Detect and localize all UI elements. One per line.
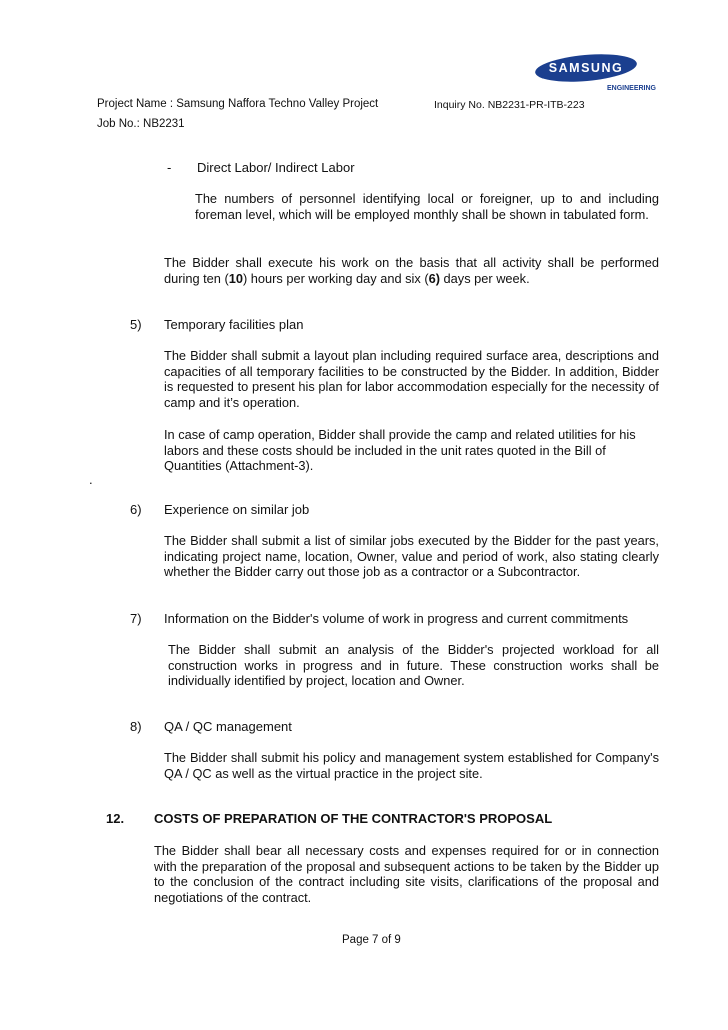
job-no: Job No.: NB2231 bbox=[97, 118, 185, 130]
project-name: Project Name : Samsung Naffora Techno Valley Project bbox=[97, 98, 379, 110]
section-12-number: 12. bbox=[106, 811, 125, 826]
section-12-body: The Bidder shall bear all necessary costs and expenses required for or in connection with the preparation of the proposal and subsequent actions to be taken by the Bidder up to the conclusion of the contract including site visits, clarifications of the proposal and negotiations of the contract. bbox=[154, 843, 659, 905]
item-8-title: QA / QC management bbox=[164, 719, 292, 734]
inquiry-no: Inquiry No. NB2231-PR-ITB-223 bbox=[434, 99, 585, 111]
logo-sub-text: ENGINEERING bbox=[606, 85, 656, 92]
item-5-number: 5) bbox=[130, 317, 142, 332]
item-8-paragraph: The Bidder shall submit his policy and management system established for Company's QA / QC as well as the virtual practice in the project site. bbox=[164, 750, 659, 781]
section-12-title: COSTS OF PREPARATION OF THE CONTRACTOR'S PROPOSAL bbox=[154, 811, 553, 826]
item-7-number: 7) bbox=[130, 611, 142, 626]
item-5-paragraph-2: In case of camp operation, Bidder shall provide the camp and related utilities for his labors and these costs should be included in the unit rates quoted in the Bill of Quantities (Attachment-3). bbox=[164, 427, 636, 474]
working-hours-paragraph: The Bidder shall execute his work on the basis that all activity shall be performed during ten (10) hours per working day and six (6) days per week. bbox=[164, 255, 659, 286]
direct-labor-body: The numbers of personnel identifying local or foreigner, up to and including foreman level, which will be employed monthly shall be shown in tabulated form. bbox=[195, 191, 659, 222]
item-8-number: 8) bbox=[130, 719, 142, 734]
hours-value: 10 bbox=[228, 270, 243, 286]
item-7-title: Information on the Bidder's volume of work in progress and current commitments bbox=[164, 611, 629, 626]
page-number: Page 7 of 9 bbox=[342, 934, 401, 946]
direct-labor-title: Direct Labor/ Indirect Labor bbox=[197, 160, 355, 175]
item-5-title: Temporary facilities plan bbox=[164, 317, 304, 332]
logo-brand-text: SAMSUNG bbox=[548, 61, 624, 75]
item-6-paragraph: The Bidder shall submit a list of similar jobs executed by the Bidder for the past years, indicating project name, location, Owner, value and period of work, also stating clearly whether the Bidder carry out those job as a contractor or a Subcontractor. bbox=[164, 533, 659, 580]
days-value: 6) bbox=[428, 270, 440, 286]
item-5-paragraph-1: The Bidder shall submit a layout plan including required surface area, descriptions and capacities of all temporary facilities to be constructed by the Bidder. In addition, Bidder is requested to present his plan for labor accommodation especially for the necessity of camp and it’s operation. bbox=[164, 348, 659, 410]
item-6-title: Experience on similar job bbox=[164, 502, 310, 517]
item-7-paragraph: The Bidder shall submit an analysis of the Bidder's projected workload for all construction works in progress and in future. These construction works shall be individually identified by project, location and Owner. bbox=[168, 642, 659, 689]
samsung-engineering-logo bbox=[530, 48, 658, 94]
bullet-dash: - bbox=[167, 160, 172, 175]
stray-mark: . bbox=[89, 472, 93, 487]
item-6-number: 6) bbox=[130, 502, 142, 517]
